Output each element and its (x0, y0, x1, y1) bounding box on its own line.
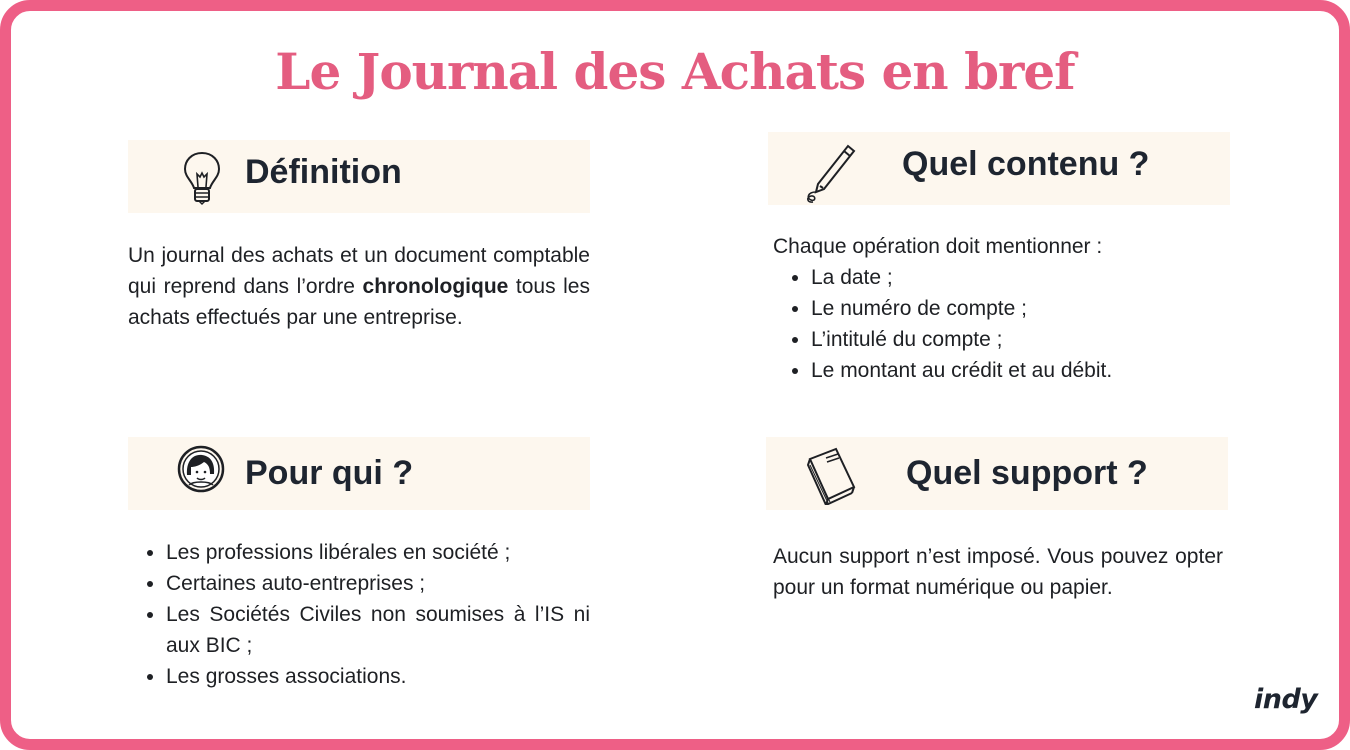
contenu-header (768, 132, 1230, 205)
list-item: Certaines auto-entreprises ; (166, 568, 590, 599)
book-icon (804, 445, 858, 510)
support-heading: Quel support ? (906, 454, 1148, 492)
pencil-icon (804, 140, 858, 209)
support-text: Aucun support n’est imposé. Vous pouvez opter pour un format numérique ou papier. (773, 545, 1223, 599)
definition-text-start: Un journal des achats et un document comptable qui reprend dans l’ordre (128, 244, 590, 298)
contenu-list (773, 262, 1241, 386)
list-item: Les professions libérales en société ; (166, 537, 590, 568)
definition-heading: Définition (245, 153, 402, 191)
definition-text (128, 240, 590, 333)
lightbulb-icon (182, 150, 222, 211)
page-title: Le Journal des Achats en bref (275, 42, 1075, 101)
contenu-heading: Quel contenu ? (902, 145, 1150, 183)
definition-text-bold: chronologique (362, 275, 509, 298)
list-item: Les Sociétés Civiles non soumises à l’IS ni aux BIC ; (166, 599, 590, 661)
list-item: L’intitulé du compte ; (811, 324, 1241, 355)
definition-text-end: tous les achats effectués par une entreprise. (128, 275, 590, 329)
support-header (766, 437, 1228, 510)
pour-qui-heading: Pour qui ? (245, 454, 414, 492)
definition-header (128, 140, 590, 213)
list-item: La date ; (811, 262, 1241, 293)
pour-qui-list (128, 537, 590, 692)
pour-qui-header (128, 437, 590, 510)
list-item: Le numéro de compte ; (811, 293, 1241, 324)
contenu-intro: Chaque opération doit mentionner : (773, 235, 1103, 258)
list-item: Les grosses associations. (166, 661, 590, 692)
person-avatar-icon (177, 445, 225, 498)
indy-logo: indy (1254, 684, 1318, 715)
list-item: Le montant au crédit et au débit. (811, 355, 1241, 386)
